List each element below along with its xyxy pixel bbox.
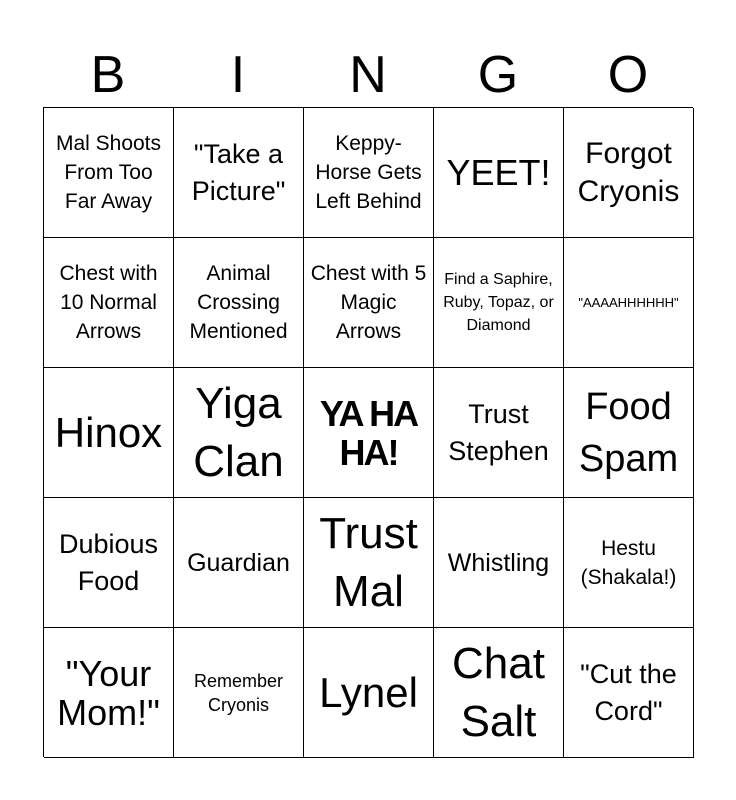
cell-text: Hinox — [54, 408, 163, 456]
bingo-cell[interactable] — [304, 108, 434, 238]
cell-text: Chat Salt — [452, 638, 545, 746]
header-letter-i: I — [230, 46, 246, 104]
bingo-cell[interactable] — [434, 498, 564, 628]
header-letter-g: G — [477, 46, 519, 104]
bingo-cell[interactable] — [304, 628, 434, 758]
bingo-board — [43, 107, 693, 757]
cell-text: Chest with 5 Magic Arrows — [310, 262, 427, 343]
cell-text: Whistling — [447, 548, 550, 577]
header-letter-o: O — [607, 46, 649, 104]
bingo-cell[interactable] — [564, 628, 694, 758]
cell-text: YA HA HA! — [319, 392, 418, 473]
bingo-cell[interactable] — [304, 368, 434, 498]
cell-text: Remember Cryonis — [193, 670, 284, 715]
bingo-cell[interactable] — [44, 108, 174, 238]
cell-text: Food Spam — [578, 385, 679, 480]
cell-text: Animal Crossing Mentioned — [189, 262, 288, 343]
bingo-cell[interactable] — [44, 498, 174, 628]
cell-text: Lynel — [319, 668, 418, 716]
bingo-cell[interactable] — [564, 498, 694, 628]
cell-text: Trust Mal — [319, 508, 418, 616]
cell-text: "AAAAHHHHHH" — [578, 294, 679, 310]
bingo-cell[interactable] — [44, 628, 174, 758]
cell-text: Forgot Cryonis — [577, 136, 680, 208]
bingo-cell[interactable] — [564, 108, 694, 238]
bingo-cell[interactable] — [434, 108, 564, 238]
bingo-cell[interactable] — [434, 368, 564, 498]
cell-text: Chest with 10 Normal Arrows — [59, 262, 158, 343]
bingo-cell[interactable] — [174, 238, 304, 368]
cell-text: Yiga Clan — [193, 378, 284, 486]
bingo-cell[interactable] — [304, 238, 434, 368]
bingo-cell[interactable] — [44, 368, 174, 498]
cell-text: Hestu (Shakala!) — [580, 536, 677, 589]
header-letter-b: B — [90, 46, 126, 104]
bingo-cell[interactable] — [174, 628, 304, 758]
cell-text: "Take a Picture" — [191, 138, 286, 206]
bingo-cell[interactable] — [174, 498, 304, 628]
cell-text: Guardian — [187, 548, 290, 577]
bingo-cell[interactable] — [174, 368, 304, 498]
bingo-cell[interactable] — [564, 368, 694, 498]
bingo-header — [43, 42, 693, 108]
bingo-cell[interactable] — [174, 108, 304, 238]
bingo-cell[interactable] — [304, 498, 434, 628]
bingo-cell[interactable] — [434, 238, 564, 368]
bingo-cell[interactable] — [434, 628, 564, 758]
cell-text: "Cut the Cord" — [580, 658, 677, 726]
cell-text: Keppy-Horse Gets Left Behind — [315, 132, 422, 213]
bingo-cell[interactable] — [44, 238, 174, 368]
cell-text: Mal Shoots From Too Far Away — [55, 132, 162, 213]
cell-text: Trust Stephen — [448, 398, 549, 466]
bingo-cell[interactable] — [564, 238, 694, 368]
cell-text: Dubious Food — [58, 528, 159, 596]
cell-text: Find a Saphire, Ruby, Topaz, or Diamond — [443, 271, 554, 334]
cell-text: YEET! — [446, 152, 551, 193]
header-letter-n: N — [349, 46, 387, 104]
cell-text: "Your Mom!" — [57, 652, 160, 733]
